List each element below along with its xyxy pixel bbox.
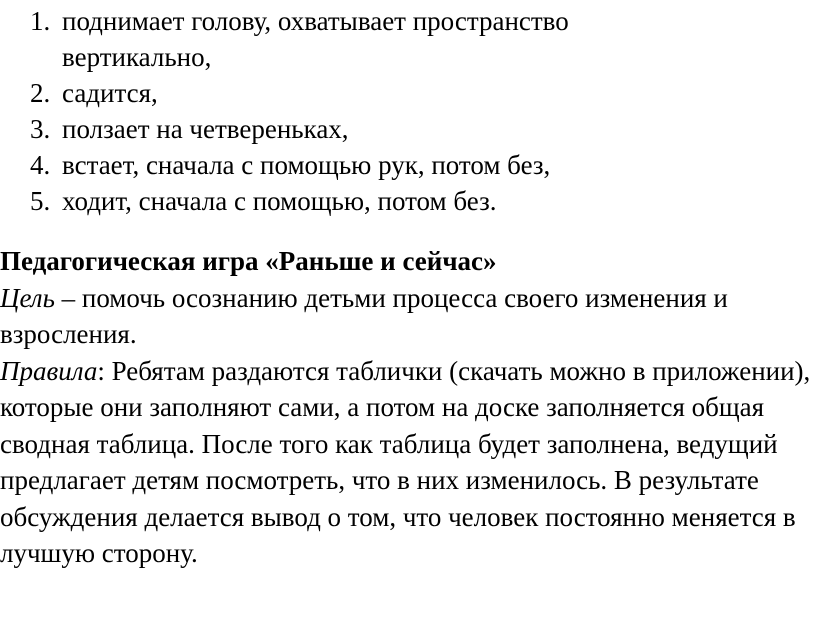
list-item-number: 4. [30,150,51,180]
development-steps-list [0,3,800,219]
game-rules-paragraph [0,353,816,572]
game-section [0,243,816,572]
rules-label: Правила [0,355,98,386]
list-item [0,111,800,147]
goal-label: Цель [0,282,55,313]
list-item-text: поднимает голову, охватывает пространство [62,6,569,36]
game-title: Педагогическая игра «Раньше и сейчас» [0,246,497,276]
goal-text: – помочь осознанию детьми процесса своего изменения и взросления. [0,282,728,349]
list-item-text: встает, сначала с помощью рук, потом без, [62,150,551,180]
game-goal-paragraph [0,280,816,353]
list-item [0,75,800,111]
rules-text: : Ребятам раздаются таблички (скачать можно в приложении), которые они заполняют сами, а потом на доске заполняется общая сводная таблица. После того как таблица будет заполнена, ведущий предлагает детям посмотреть, что в них изменилось. В результате обсуждения делается вывод о том, что человек постоянно меняется в лучшую сторону. [0,355,811,568]
list-item-number: 5. [30,186,51,216]
list-item [0,183,800,219]
list-item-number: 3. [30,114,51,144]
list-item-text: ходит, сначала с помощью, потом без. [62,186,497,216]
list-item-text-continued: вертикально, [62,42,212,72]
list-item-text: ползает на четвереньках, [62,114,349,144]
list-item [0,147,800,183]
list-item-text: садится, [62,78,158,108]
list-item [0,3,800,75]
list-item-number: 2. [30,78,51,108]
list-item-number: 1. [30,6,51,36]
